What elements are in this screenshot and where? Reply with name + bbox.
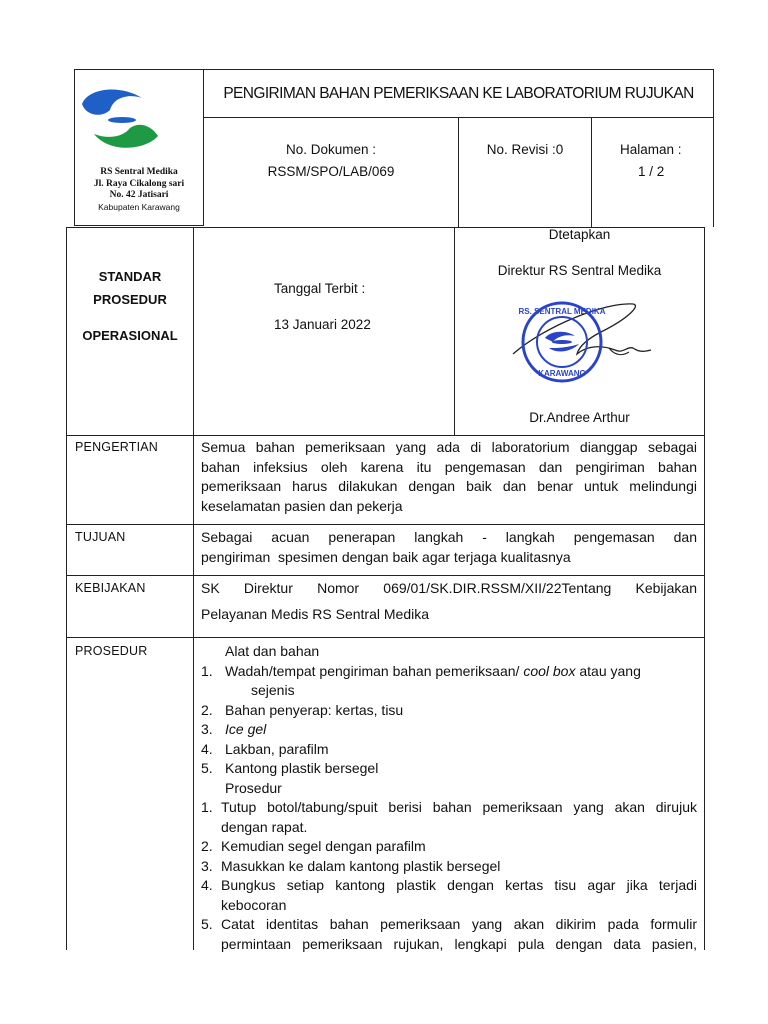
sop-label-operasional: OPERASIONAL (82, 328, 178, 343)
pengertian-line: Semua bahan pemeriksaan yang ada di laboratorium dianggap sebagai (201, 439, 697, 455)
hospital-address-line1: Jl. Raya Cikalong sari (93, 178, 185, 189)
page-value: 1 / 2 (638, 164, 665, 179)
prosedur-label: PROSEDUR (75, 644, 148, 658)
hospital-address-line3: Kabupaten Karawang (98, 201, 180, 212)
tool-item: Kantong plastik bersegel (225, 760, 379, 776)
director-name: Dr.Andree Arthur (529, 410, 630, 425)
tujuan-line: Sebagai acuan penerapan langkah - langkah pengemasan dan (201, 529, 697, 545)
tool-text-italic: cool box (523, 662, 576, 679)
issue-date-label: Tanggal Terbit : (274, 281, 366, 296)
step-item-cont: dengan rapat. (221, 818, 308, 835)
pengertian-line: pemeriksaan harus dilakukan dengan baik dan benar untuk melindungi (201, 478, 697, 494)
kebijakan-line: Pelayanan Medis RS Sentral Medika (201, 606, 430, 622)
tool-item-cont: sejenis (251, 682, 295, 698)
tool-number: 1. (201, 662, 213, 679)
step-number: 3. (201, 857, 213, 874)
tool-text: atau yang (575, 662, 641, 679)
tool-text-italic: Ice gel (225, 721, 267, 737)
page-label: Halaman : (620, 142, 682, 157)
doc-number-label: No. Dokumen : (285, 142, 377, 157)
tool-item (225, 662, 641, 682)
tool-item: Bahan penyerap: kertas, tisu (225, 701, 404, 718)
step-item: Catat identitas bahan pemeriksaan yang akan dikirim pada formulir (221, 916, 697, 932)
pengertian-line: keselamatan pasien dan pekerja (201, 497, 403, 514)
step-number: 1. (201, 799, 213, 815)
step-item: Tutup botol/tabung/spuit berisi bahan pemeriksaan yang akan dirujuk (221, 799, 697, 815)
tool-item: Lakban, parafilm (225, 740, 329, 757)
director-title: Direktur RS Sentral Medika (497, 263, 662, 278)
tujuan-line: pengiriman spesimen dengan baik agar terjaga kualitasnya (201, 548, 571, 565)
hospital-logo (80, 84, 160, 154)
tool-number: 4. (201, 740, 213, 757)
official-stamp (505, 296, 665, 388)
tools-heading: Alat dan bahan (225, 643, 320, 659)
step-item-cont: permintaan pemeriksaan rujukan, lengkapi pula dengan data pasien, (221, 935, 697, 952)
revision-label: No. Revisi :0 (486, 142, 564, 157)
kebijakan-line: SK Direktur Nomor 069/01/SK.DIR.RSSM/XII/22Tentang Kebijakan (201, 580, 697, 596)
step-number: 5. (201, 916, 213, 932)
step-number: 2. (201, 838, 213, 854)
step-item-cont: kebocoran (221, 896, 287, 913)
doc-number-value: RSSM/SPO/LAB/069 (267, 164, 395, 179)
sop-label-prosedur: PROSEDUR (93, 292, 167, 307)
set-by-label: Dtetapkan (548, 227, 611, 242)
pengertian-label: PENGERTIAN (75, 440, 159, 454)
stamp-bottom-text: KARAWANG (538, 369, 586, 378)
kebijakan-label: KEBIJAKAN (75, 581, 146, 595)
step-item: Masukkan ke dalam kantong plastik bersegel (221, 857, 501, 874)
steps-heading: Prosedur (225, 779, 282, 796)
tujuan-label: TUJUAN (75, 530, 126, 544)
hospital-address-line2: No. 42 Jatisari (109, 190, 169, 200)
tool-text: Wadah/tempat pengiriman bahan pemeriksaan/ (225, 662, 524, 679)
page-title: PENGIRIMAN BAHAN PEMERIKSAAN KE LABORATORIUM RUJUKAN (223, 85, 694, 102)
step-number: 4. (201, 877, 213, 893)
hospital-name: RS Sentral Medika (100, 167, 178, 177)
issue-date-value: 13 Januari 2022 (274, 317, 371, 332)
step-item: Kemudian segel dengan parafilm (221, 838, 426, 854)
tool-number: 2. (201, 701, 213, 718)
stamp-top-text: RS. SENTRAL MEDIKA (518, 307, 606, 316)
tool-number: 3. (201, 721, 213, 737)
step-item: Bungkus setiap kantong plastik dengan kertas tisu agar jika terjadi (221, 877, 697, 893)
tool-number: 5. (201, 760, 213, 776)
tool-item (225, 720, 266, 740)
pengertian-line: bahan infeksius oleh karena itu pengemasan dan pengiriman bahan (201, 458, 697, 475)
sop-label-standar: STANDAR (98, 269, 162, 284)
